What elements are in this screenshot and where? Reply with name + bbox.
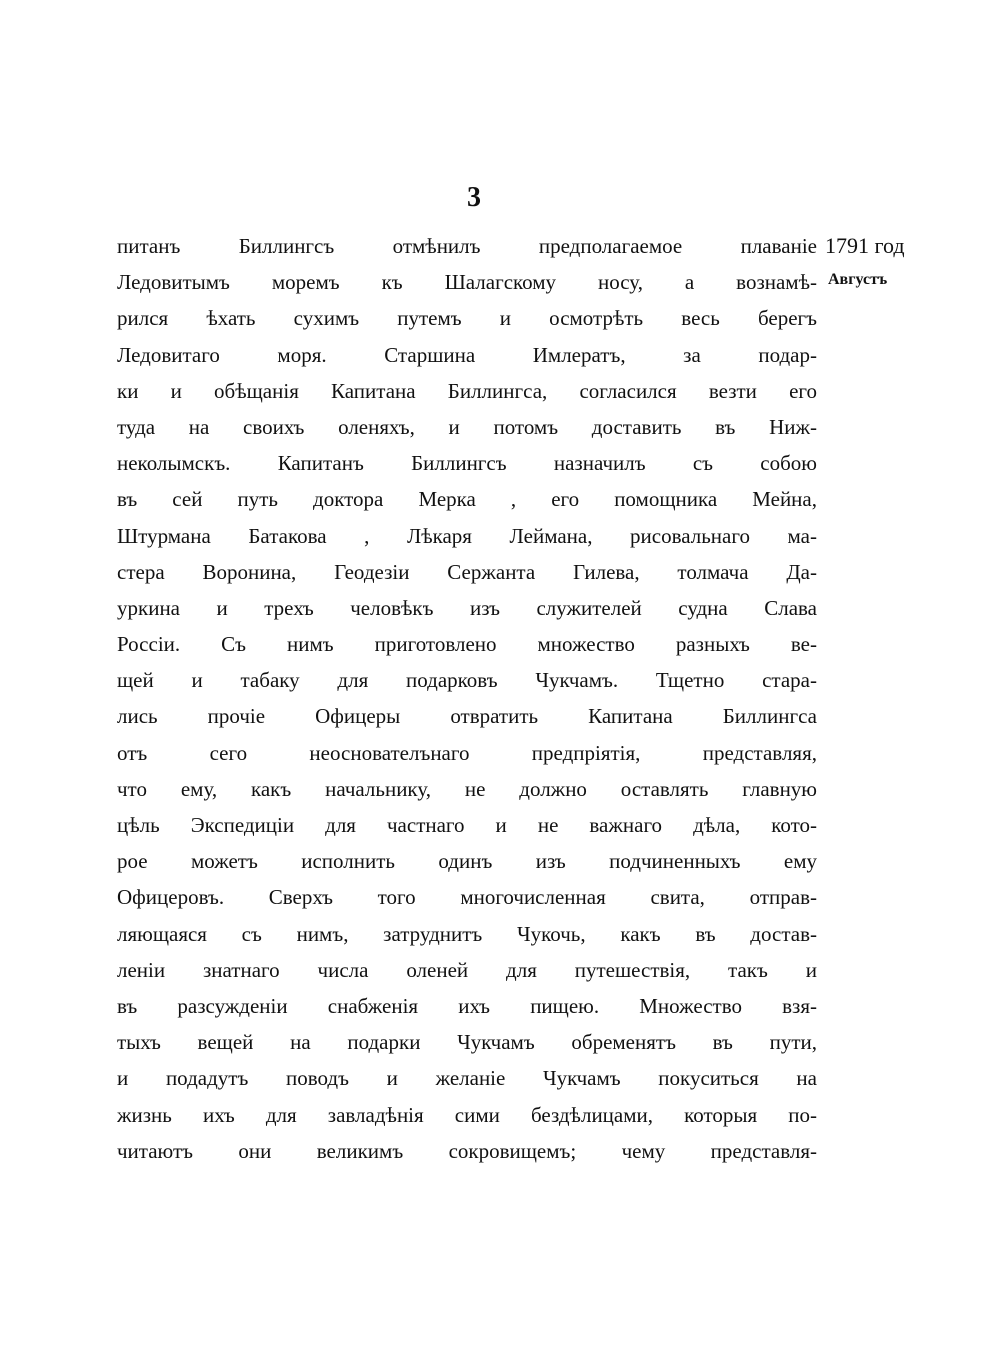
text-line: леніи знатнаго числа оленей для путешествія, такъ и — [117, 957, 817, 982]
text-line: въ разсужденіи снабженія ихъ пищею. Множество взя- — [117, 993, 817, 1018]
text-line: отъ сего неоснователънаго предпріятія, представляя, — [117, 740, 817, 765]
text-line: щей и табаку для подарковъ Чукчамъ. Тщетно стара- — [117, 668, 817, 693]
text-line: цѣль Экспедиціи для частнаго и не важнаго дѣла, кото- — [117, 813, 817, 837]
text-line: ки и обѣщанія Капитана Биллингса, согласился везти его — [117, 378, 817, 403]
text-line: Штурмана Батакова , Лѣкаря Леймана, рисовальнаго ма- — [117, 523, 817, 548]
text-line: лись прочіе Офицеры отвратить Капитана Биллингса — [117, 704, 817, 729]
body-text — [117, 228, 817, 1169]
page-number: 3 — [467, 182, 481, 213]
text-line: ляющаяся съ нимъ, затруднитъ Чукочь, какъ въ достав- — [117, 921, 817, 946]
text-line: туда на своихъ оленяхъ, и потомъ доставить въ Ниж- — [117, 414, 817, 439]
text-line: Россіи. Съ нимъ приготовлено множество разныхъ ве- — [117, 632, 817, 657]
text-line: что ему, какъ начальнику, не должно оставлять главную — [117, 776, 817, 801]
text-line: Ледовитымъ моремъ къ Шалагскому носу, а вознамѣ- — [117, 270, 817, 295]
text-line: Офицеровъ. Сверхъ того многочисленная свита, отправ- — [117, 885, 817, 910]
text-line: питанъ Биллингсъ отмѣнилъ предполагаемое плаваніе — [117, 234, 817, 258]
text-line: Ледовитаго моря. Старшина Имлератъ, за подар- — [117, 342, 817, 367]
text-line: читаютъ они великимъ сокровищемъ; чему представля- — [117, 1138, 817, 1163]
text-line: въ сей путь доктора Мерка , его помощника Мейна, — [117, 487, 817, 512]
text-line: рое можетъ исполнить одинъ изъ подчиненныхъ ему — [117, 849, 817, 874]
text-line: тыхъ вещей на подарки Чукчамъ обременятъ въ пути, — [117, 1030, 817, 1055]
text-line: стера Воронина, Геодезіи Сержанта Гилева, толмача Да- — [117, 559, 817, 584]
text-line: и подадутъ поводъ и желаніе Чукчамъ покуситься на — [117, 1066, 817, 1091]
margin-note-month: Августъ — [828, 271, 888, 288]
text-line: жизнь ихъ для завладѣнія сими бездѣлицами, которыя по- — [117, 1102, 817, 1127]
margin-note-year: 1791 год — [825, 233, 905, 258]
text-line: рился ѣхать сухимъ путемъ и осмотрѣть весь берегъ — [117, 306, 817, 331]
text-line: неколымскъ. Капитанъ Биллингсъ назначилъ съ собою — [117, 451, 817, 476]
text-line: уркина и трехъ человѣкъ изъ служителей судна Слава — [117, 595, 817, 620]
